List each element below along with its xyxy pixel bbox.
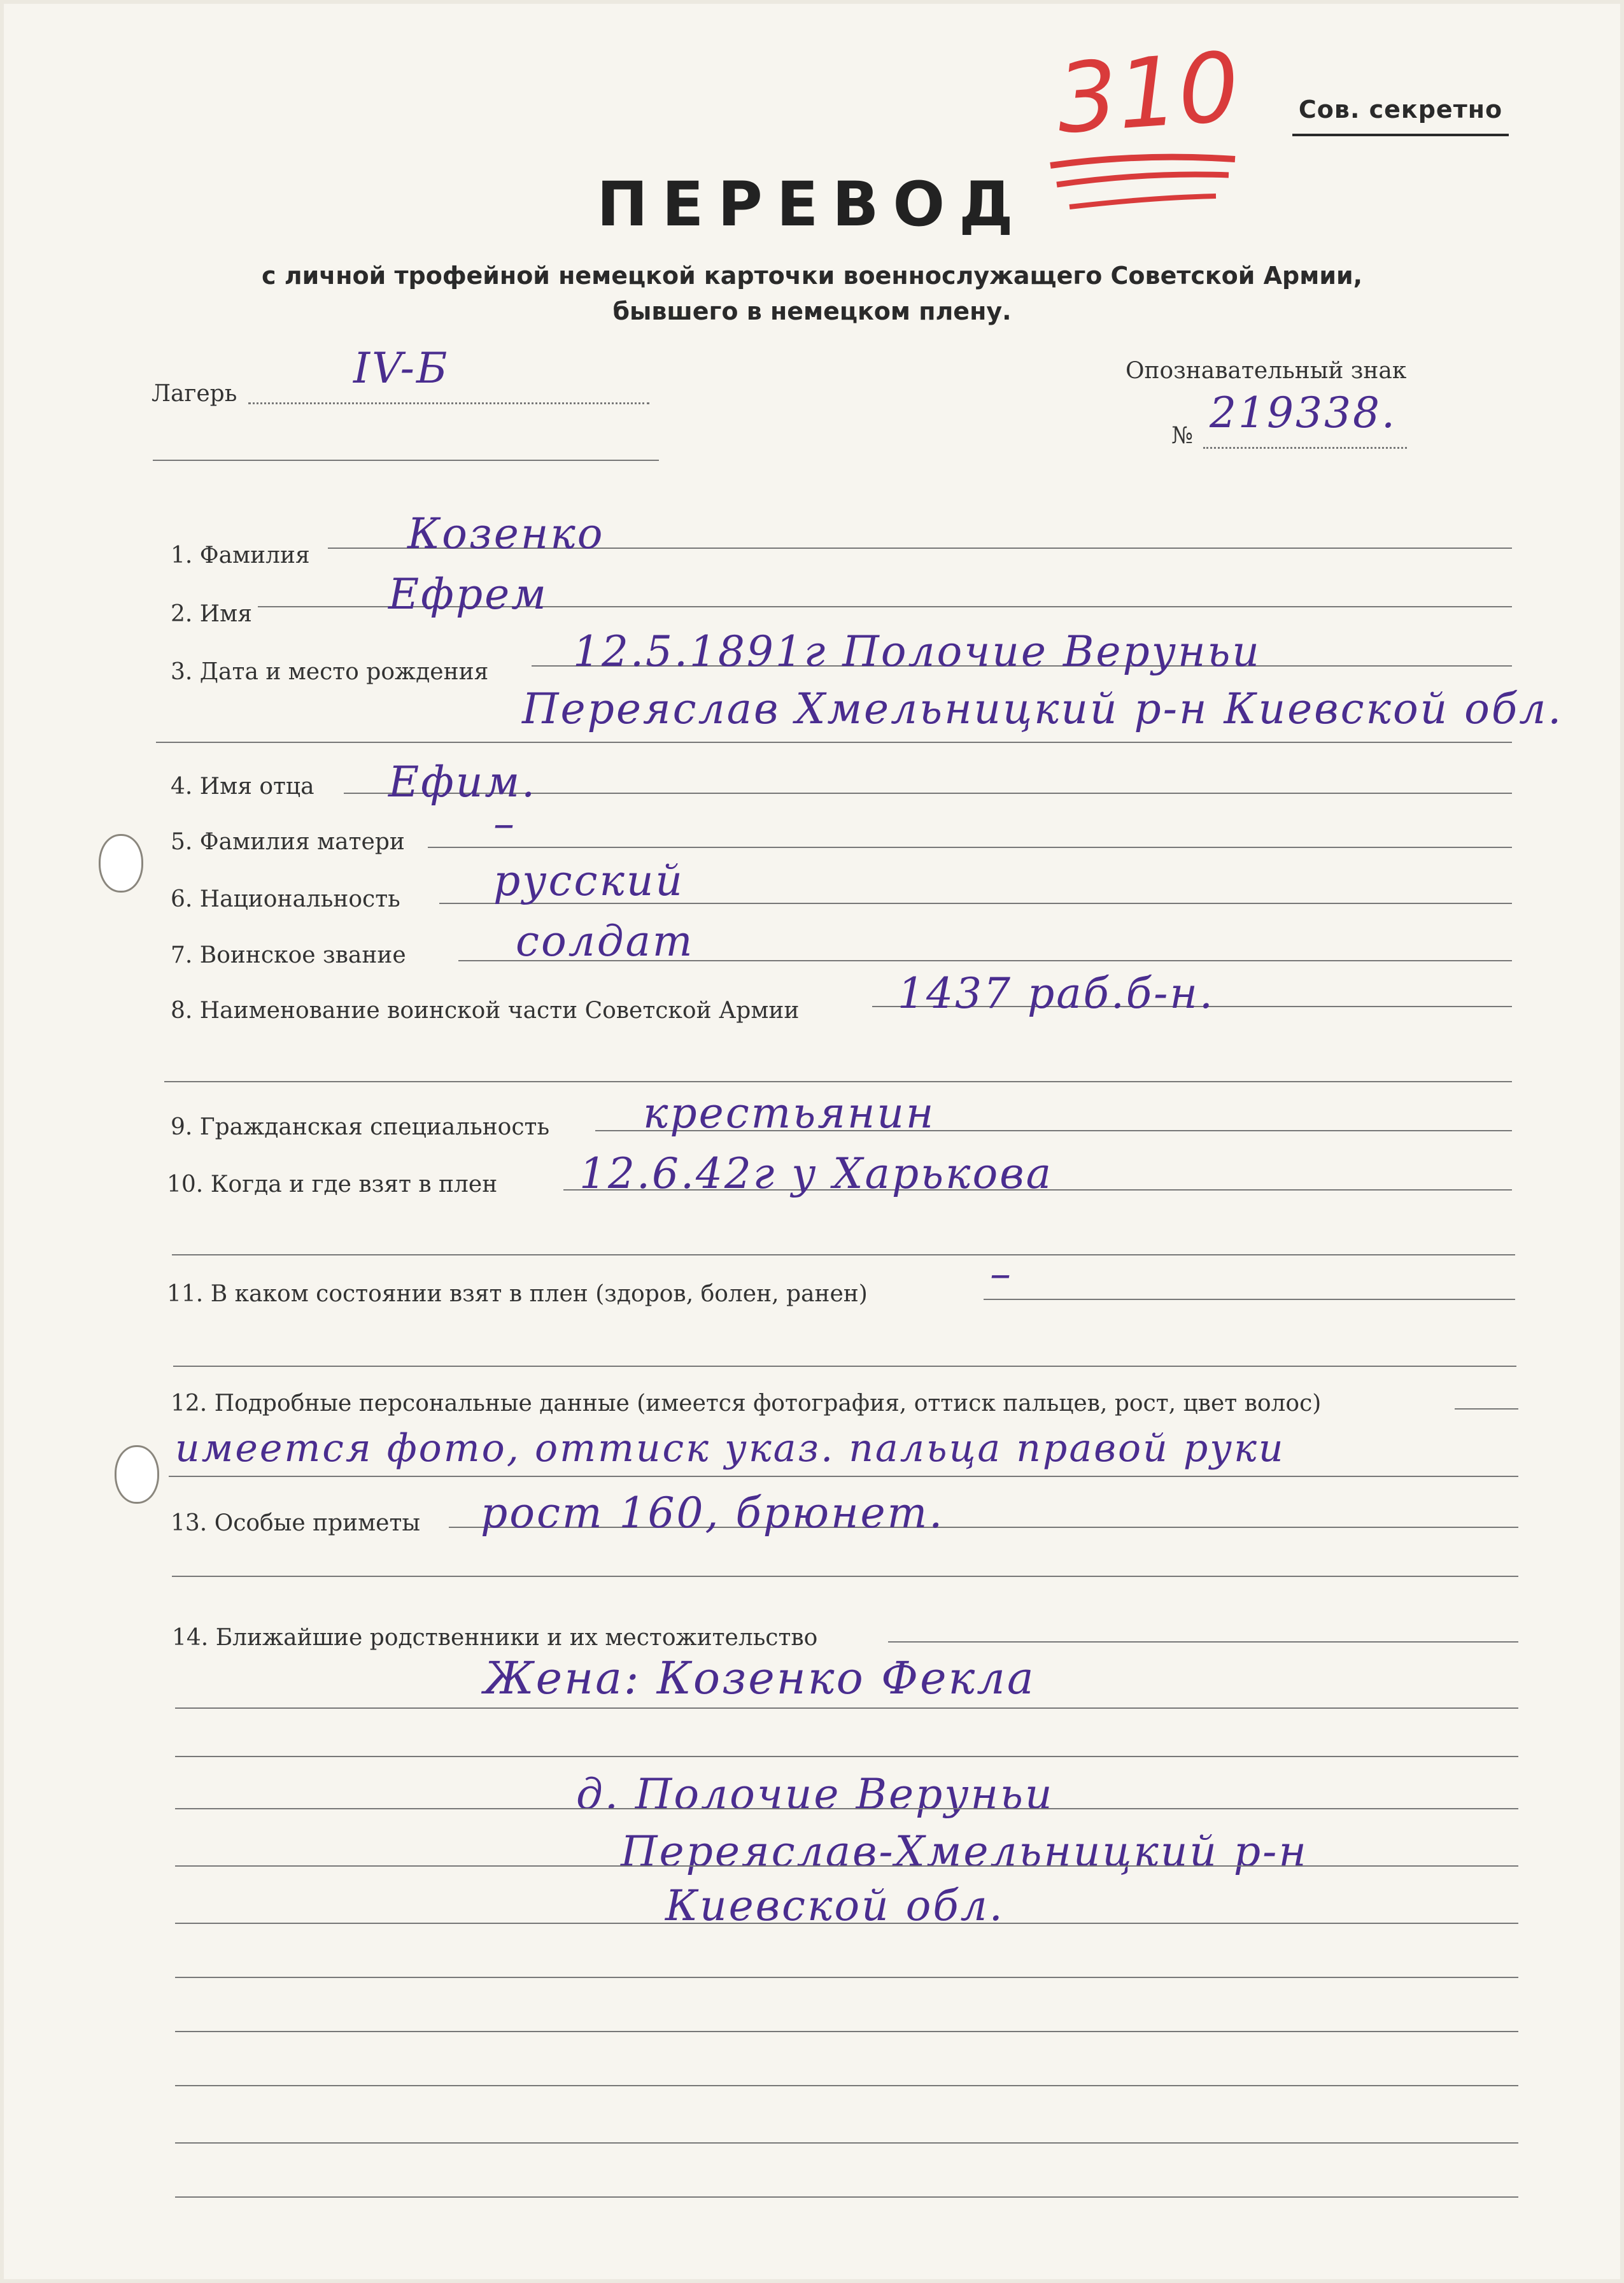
classification-label: Сов. секретно (1298, 95, 1503, 124)
field-4-label: 4. Имя отца (171, 774, 314, 800)
field-13-value: рост 160, брюнет. (481, 1488, 945, 1537)
id-tag-label: Опознавательный знак (1126, 358, 1407, 384)
field-14-label: 14. Ближайшие родственники и их местожительство (172, 1625, 818, 1651)
id-tag-value: 219338. (1210, 388, 1397, 437)
field-2-label: 2. Имя (171, 601, 252, 627)
field-14-value-2: д. Полочие Веруньи (576, 1770, 1054, 1819)
field-7-label: 7. Воинское звание (171, 942, 406, 968)
field-5-line (428, 847, 1512, 848)
camp-dotted-line (248, 402, 649, 404)
field-14-value-4: Киевской обл. (665, 1881, 1005, 1930)
field-14-line-h (175, 2085, 1518, 2086)
field-8-label: 8. Наименование воинской части Советской Армии (171, 998, 800, 1024)
field-9-value: крестьянин (643, 1089, 936, 1138)
field-11-line (984, 1299, 1515, 1300)
field-9-label: 9. Гражданская специальность (171, 1114, 550, 1140)
field-10-line-2 (172, 1254, 1515, 1255)
field-3-label: 3. Дата и место рождения (171, 659, 489, 685)
punch-hole-bottom (115, 1445, 159, 1504)
field-14-line-d (175, 1865, 1518, 1867)
field-11-value: – (990, 1249, 1013, 1298)
field-12-line (1455, 1408, 1518, 1410)
field-1-label: 1. Фамилия (171, 542, 310, 569)
camp-label: Лагерь (152, 381, 237, 407)
page-subtitle (0, 258, 1624, 329)
field-6-value: русский (493, 856, 684, 905)
field-8-line-2 (164, 1081, 1512, 1082)
field-11-line-2 (173, 1366, 1516, 1367)
field-4-value: Ефим. (388, 758, 537, 807)
field-8-value: 1437 раб.б-н. (898, 969, 1215, 1018)
subtitle-line-1: с личной трофейной немецкой карточки военнослужащего Советской Армии, (261, 262, 1363, 290)
id-tag-dotted-line (1203, 447, 1407, 449)
field-10-value: 12.6.42г у Харькова (579, 1149, 1053, 1198)
field-14-line (888, 1641, 1518, 1643)
field-12-value: имеется фото, оттиск указ. пальца правой руки (175, 1426, 1285, 1471)
punch-hole-top (99, 834, 143, 893)
field-14-line-f (175, 1977, 1518, 1978)
id-tag-no-label: № (1171, 423, 1194, 449)
camp-extra-line (153, 460, 659, 461)
classification-underline (1292, 134, 1509, 136)
field-12-label: 12. Подробные персональные данные (имеется фотография, оттиск пальцев, рост, цвет волос) (171, 1390, 1322, 1417)
subtitle-line-2: бывшего в немецком плену. (612, 297, 1012, 325)
field-6-label: 6. Национальность (171, 886, 400, 912)
field-10-label: 10. Когда и где взят в плен (167, 1171, 498, 1198)
field-14-line-i (175, 2142, 1518, 2144)
field-14-line-j (175, 2196, 1518, 2198)
field-13-label: 13. Особые приметы (171, 1510, 421, 1536)
field-11-label: 11. В каком состоянии взят в плен (здоров, болен, ранен) (167, 1281, 868, 1307)
page-title: ПЕРЕВОД (597, 169, 1027, 240)
field-14-line-c (175, 1808, 1518, 1809)
field-1-value: Козенко (407, 509, 605, 558)
field-2-value: Ефрем (388, 570, 548, 619)
field-14-line-b (175, 1756, 1518, 1757)
field-7-value: солдат (516, 917, 695, 966)
field-12-line-2 (169, 1476, 1518, 1477)
red-number: 310 (1053, 32, 1243, 155)
field-5-value: – (493, 799, 516, 848)
camp-value: IV-Б (353, 344, 449, 393)
field-14-line-a (175, 1707, 1518, 1709)
field-5-label: 5. Фамилия матери (171, 829, 405, 855)
field-13-line-2 (172, 1576, 1518, 1577)
field-14-line-g (175, 2031, 1518, 2032)
field-14-line-e (175, 1923, 1518, 1924)
field-3-line-2 (156, 742, 1512, 743)
field-14-value-3: Переяслав-Хмельницкий р-н (621, 1827, 1308, 1876)
field-14-value-1: Жена: Козенко Фекла (484, 1652, 1036, 1704)
field-3-value-2: Переяслав Хмельницкий р-н Киевской обл. (522, 684, 1564, 733)
field-3-value: 12.5.1891г Полочие Веруньи (573, 627, 1261, 676)
